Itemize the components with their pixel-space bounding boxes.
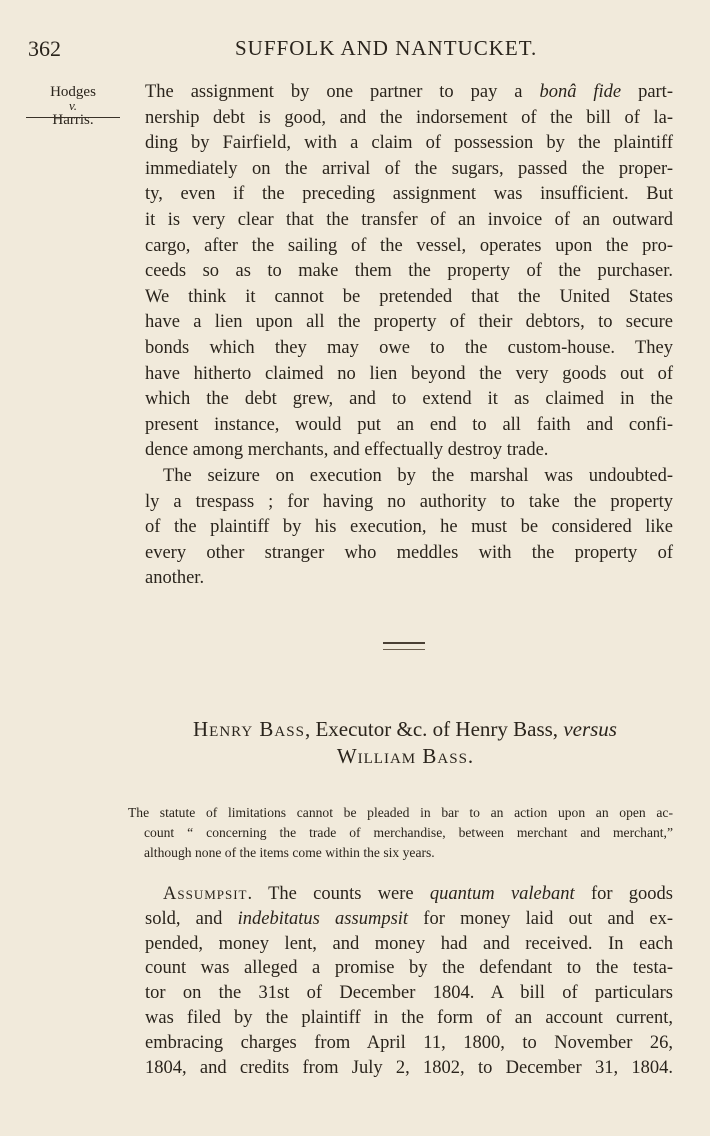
text-line	[145, 907, 673, 932]
text-line	[128, 823, 673, 843]
text-segment: which the debt grew, and to extend it as claimed in the	[145, 389, 673, 410]
text-segment: quantum valebant	[429, 884, 575, 904]
text-line	[145, 234, 673, 260]
text-segment: .	[467, 744, 474, 768]
text-segment: every other stranger who meddles with the property of	[145, 542, 673, 563]
text-line	[128, 803, 673, 823]
text-line	[145, 208, 673, 234]
text-line	[145, 310, 673, 336]
page-number: 362	[28, 36, 61, 61]
text-line	[145, 182, 673, 208]
text-segment: another.	[145, 568, 205, 589]
text-segment: ly a trespass ; for having no authority to take the property	[145, 491, 673, 512]
case-title-line-2	[100, 743, 710, 770]
text-line	[145, 387, 673, 413]
text-line	[145, 336, 673, 362]
text-segment: bonds which they may owe to the custom-house. They	[145, 337, 673, 358]
case-sidenote	[26, 84, 120, 128]
text-line	[145, 882, 673, 907]
text-segment: bonâ fide	[539, 82, 622, 102]
text-segment: Henry Bass	[193, 717, 305, 741]
text-segment: count “ concerning the trade of merchandise, between merchant and merchant,”	[144, 825, 673, 840]
text-line	[145, 80, 673, 106]
text-line	[145, 259, 673, 285]
text-line	[145, 1006, 673, 1031]
text-segment: part-	[621, 82, 673, 102]
text-segment: count was alleged a promise by the defendant to the testa-	[145, 958, 673, 979]
headnote	[128, 803, 673, 863]
text-segment: The statute of limitations cannot be pleaded in bar to an action upon an open ac-	[128, 805, 673, 820]
text-line	[145, 106, 673, 132]
running-title: SUFFOLK AND NANTUCKET.	[235, 36, 538, 60]
text-line	[145, 1056, 673, 1081]
text-segment: pended, money lent, and money had and received. In each	[145, 933, 673, 954]
text-segment: ty, even if the preceding assignment was insufficient. But	[145, 184, 673, 205]
text-segment: have a lien upon all the property of their debtors, to secure	[145, 312, 673, 333]
text-segment: embracing charges from April 11, 1800, to November 26,	[145, 1032, 673, 1053]
text-line	[145, 413, 673, 439]
text-segment: Assumpsit	[163, 884, 248, 904]
text-segment: immediately on the arrival of the sugars, passed the proper-	[145, 158, 673, 179]
text-segment: The seizure on execution by the marshal was undoubted-	[163, 465, 673, 486]
text-line	[145, 932, 673, 957]
case-title-line-1	[100, 716, 710, 743]
text-segment: tor on the 31st of December 1804. A bill of particulars	[145, 983, 673, 1004]
text-line	[128, 843, 673, 863]
text-segment: for goods	[574, 884, 673, 904]
text-line	[145, 131, 673, 157]
sidenote-versus: v.	[68, 98, 78, 113]
text-segment: it is very clear that the transfer of an invoice of an outward	[145, 209, 673, 230]
section-ornament	[383, 642, 425, 650]
text-segment: We think it cannot be pretended that the United States	[145, 286, 673, 307]
text-line	[145, 566, 673, 592]
text-segment: was filed by the plaintiff in the form of an account current,	[145, 1007, 673, 1028]
text-segment: nership debt is good, and the indorsement of the bill of la-	[145, 107, 673, 128]
text-segment: sold, and	[145, 908, 238, 929]
text-segment: cargo, after the sailing of the vessel, operates upon the pro-	[145, 235, 673, 256]
text-segment: for money laid out and ex-	[408, 908, 674, 929]
text-segment: ceeds so as to make them the property of the purchaser.	[145, 261, 673, 282]
text-line	[145, 1031, 673, 1056]
text-segment: William Bass	[336, 744, 468, 768]
sidenote-party1: Hodges	[50, 84, 96, 100]
text-segment: , Executor &c. of Henry Bass,	[304, 717, 564, 741]
opinion-text	[145, 80, 673, 592]
text-line	[145, 490, 673, 516]
text-line	[145, 464, 673, 490]
text-line	[145, 362, 673, 388]
text-segment: although none of the items come within the six years.	[144, 845, 435, 860]
text-line	[145, 285, 673, 311]
case-statement	[145, 882, 673, 1080]
text-segment: ding by Fairfield, with a claim of possession by the plaintiff	[145, 133, 673, 154]
case-title	[100, 716, 710, 770]
text-segment: indebitatus assumpsit	[237, 908, 409, 929]
text-line	[145, 515, 673, 541]
text-line	[145, 541, 673, 567]
text-line	[145, 981, 673, 1006]
text-segment: The assignment by one partner to pay a	[145, 82, 540, 102]
text-segment: versus	[563, 717, 617, 741]
text-segment: 1804, and credits from July 2, 1802, to December 31, 1804.	[145, 1057, 673, 1078]
text-line	[145, 438, 673, 464]
text-segment: present instance, would put an end to all faith and confi-	[145, 414, 673, 435]
sidenote-party2: Harris.	[52, 112, 94, 128]
text-segment: of the plaintiff by his execution, he must be considered like	[145, 517, 673, 538]
text-segment: . The counts were	[247, 884, 430, 904]
text-segment: have hitherto claimed no lien beyond the very goods out of	[145, 363, 673, 384]
text-line	[145, 157, 673, 183]
sidenote-rule	[26, 117, 120, 118]
text-line	[145, 956, 673, 981]
text-segment: dence among merchants, and effectually destroy trade.	[145, 440, 549, 461]
